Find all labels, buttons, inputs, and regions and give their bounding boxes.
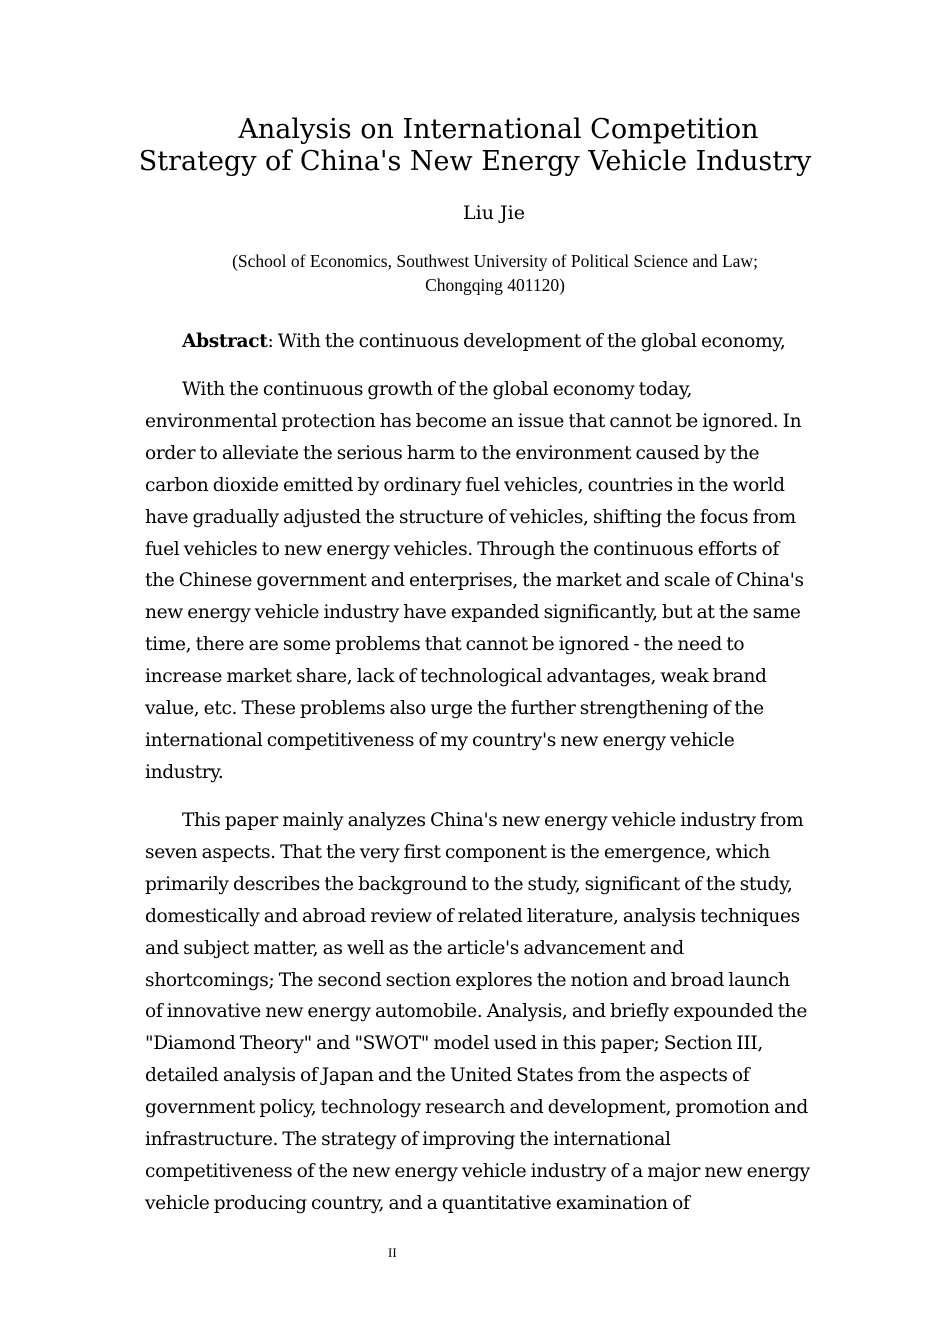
title-line-1: Analysis on International Competition — [238, 114, 759, 145]
author-name: Liu Jie — [463, 202, 525, 224]
body-paragraph-1: With the continuous growth of the global economy today, environmental protection has become an issue that cannot be ignored. In order to alleviate the serious harm to the environment caused by the carbon dioxide emitted by ordinary fuel vehicles, countries in the world have gradually adjusted the structure of vehicles, shifting the focus from fuel vehicles to new energy vehicles. Through the continuous efforts of the Chinese government and enterprises, the market and scale of China's new energy vehicle industry have expanded significantly, but at the same time, there are some problems that cannot be ignored - the need to increase market share, lack of technological advantages, weak brand value, etc. These problems also urge the further strengthening of the international competitiveness of my country's new energy vehicle industry. — [145, 379, 804, 783]
abstract-text: : With the continuous development of the global economy, — [267, 331, 786, 352]
body-paragraph-2: This paper mainly analyzes China's new energy vehicle industry from seven aspects. That the very first component is the emergence, which primarily describes the background to the study, significant of the study, domestically and abroad review of related literature, analysis techniques and subject matter, as well as the article's advancement and shortcomings; The second section explores the notion and broad launch of innovative new energy automobile. Analysis, and briefly expounded the "Diamond Theory" and "SWOT" model used in this paper; Section III, detailed analysis of Japan and the United States from the aspects of government policy, technology research and development, promotion and infrastructure. The strategy of improving the international competitiveness of the new energy vehicle industry of a major new energy vehicle producing country, and a quantitative examination of — [145, 810, 810, 1214]
author-affiliation — [150, 249, 840, 297]
document-title — [0, 114, 950, 178]
title-line-2: Strategy of China's New Energy Vehicle Industry — [138, 146, 812, 177]
abstract-paragraph — [145, 326, 810, 358]
abstract-label: Abstract — [182, 331, 268, 352]
page-number: II — [388, 1245, 397, 1260]
affiliation-line-1: (School of Economics, Southwest University of Political Science and Law; — [232, 251, 758, 271]
affiliation-line-2: Chongqing 401120) — [425, 275, 565, 295]
